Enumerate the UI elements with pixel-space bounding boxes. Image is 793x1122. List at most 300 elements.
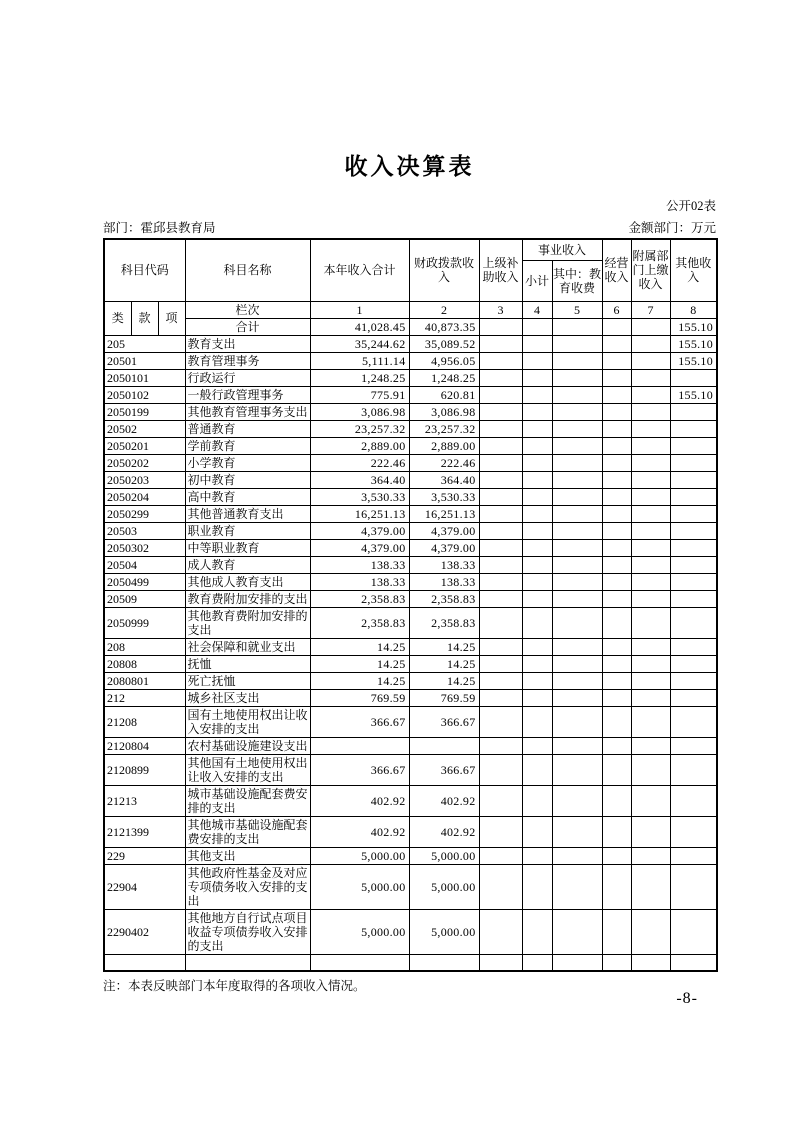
value-cell: [310, 737, 409, 754]
total-value: 155.10: [670, 318, 717, 335]
table-row: [104, 556, 717, 573]
value-cell: [552, 352, 602, 369]
value-cell: 366.67: [310, 754, 409, 785]
header-subject-name: 科目名称: [185, 239, 310, 301]
subject-name-cell: 普通教育: [185, 420, 310, 437]
value-cell: [602, 539, 631, 556]
total-value: [602, 318, 631, 335]
subject-name-cell: 教育支出: [185, 335, 310, 352]
column-number: 7: [631, 301, 670, 318]
value-cell: [670, 909, 717, 954]
header-year-total: 本年收入合计: [310, 239, 409, 301]
value-cell: 222.46: [310, 454, 409, 471]
value-cell: 5,000.00: [310, 909, 409, 954]
value-cell: 5,000.00: [409, 847, 479, 864]
subject-name-cell: 其他普通教育支出: [185, 505, 310, 522]
value-cell: 3,530.33: [409, 488, 479, 505]
value-cell: 14.25: [310, 655, 409, 672]
value-cell: [631, 403, 670, 420]
value-cell: [522, 847, 552, 864]
table-body: [104, 335, 717, 971]
value-cell: [479, 386, 522, 403]
value-cell: [479, 607, 522, 638]
value-cell: 14.25: [409, 672, 479, 689]
subject-code-cell: 20808: [104, 655, 185, 672]
subject-code-cell: 22904: [104, 864, 185, 909]
value-cell: 402.92: [310, 816, 409, 847]
value-cell: [552, 386, 602, 403]
value-cell: [522, 386, 552, 403]
value-cell: [522, 638, 552, 655]
subject-code-cell: 2050499: [104, 573, 185, 590]
value-cell: [522, 672, 552, 689]
subject-code-cell: 21208: [104, 706, 185, 737]
value-cell: [631, 607, 670, 638]
value-cell: [670, 737, 717, 754]
total-value: [522, 318, 552, 335]
value-cell: [602, 556, 631, 573]
value-cell: [631, 672, 670, 689]
value-cell: [602, 505, 631, 522]
subject-code-cell: 2080801: [104, 672, 185, 689]
value-cell: [670, 655, 717, 672]
subject-code-cell: 20501: [104, 352, 185, 369]
subject-name-cell: 其他成人教育支出: [185, 573, 310, 590]
value-cell: [522, 816, 552, 847]
column-number: 1: [310, 301, 409, 318]
value-cell: [602, 909, 631, 954]
value-cell: [552, 655, 602, 672]
value-cell: 16,251.13: [310, 505, 409, 522]
value-cell: 5,000.00: [409, 909, 479, 954]
value-cell: [522, 505, 552, 522]
table-row: [104, 403, 717, 420]
value-cell: [552, 864, 602, 909]
subject-name-cell: 职业教育: [185, 522, 310, 539]
value-cell: 402.92: [310, 785, 409, 816]
value-cell: 4,379.00: [409, 522, 479, 539]
value-cell: [552, 403, 602, 420]
value-cell: [631, 638, 670, 655]
subject-name-cell: 行政运行: [185, 369, 310, 386]
value-cell: [670, 420, 717, 437]
table-row: [104, 522, 717, 539]
subject-code-cell: 2050999: [104, 607, 185, 638]
value-cell: 5,111.14: [310, 352, 409, 369]
value-cell: [631, 369, 670, 386]
table-row: [104, 437, 717, 454]
value-cell: [479, 847, 522, 864]
value-cell: [670, 607, 717, 638]
subject-name-cell: 教育费附加安排的支出: [185, 590, 310, 607]
value-cell: 2,889.00: [310, 437, 409, 454]
value-cell: [552, 335, 602, 352]
table-row: [104, 352, 717, 369]
value-cell: [479, 573, 522, 590]
value-cell: [602, 816, 631, 847]
subject-code-cell: 2050302: [104, 539, 185, 556]
table-row: [104, 909, 717, 954]
column-number: 3: [479, 301, 522, 318]
table-row: [104, 706, 717, 737]
value-cell: [631, 471, 670, 488]
header-row-1: [104, 239, 717, 260]
value-cell: [522, 403, 552, 420]
value-cell: [522, 471, 552, 488]
value-cell: [602, 737, 631, 754]
value-cell: [631, 420, 670, 437]
subject-name-cell: 其他城市基础设施配套费安排的支出: [185, 816, 310, 847]
header-education-fee: 其中：教育收费: [552, 260, 602, 301]
value-cell: [670, 847, 717, 864]
unit-label: 金额部门：万元: [628, 221, 716, 235]
value-cell: [670, 689, 717, 706]
subject-name-cell: 教育管理事务: [185, 352, 310, 369]
value-cell: [670, 816, 717, 847]
subject-name-cell: 一般行政管理事务: [185, 386, 310, 403]
value-cell: 14.25: [310, 672, 409, 689]
value-cell: [479, 454, 522, 471]
value-cell: [479, 403, 522, 420]
value-cell: [552, 471, 602, 488]
subject-code-cell: 229: [104, 847, 185, 864]
value-cell: 138.33: [409, 556, 479, 573]
value-cell: [522, 864, 552, 909]
value-cell: [552, 437, 602, 454]
value-cell: [479, 556, 522, 573]
subject-code-cell: [104, 954, 185, 971]
subject-code-cell: 2050199: [104, 403, 185, 420]
value-cell: [522, 655, 552, 672]
value-cell: 2,358.83: [310, 607, 409, 638]
value-cell: [602, 352, 631, 369]
value-cell: [602, 403, 631, 420]
subject-code-cell: 20504: [104, 556, 185, 573]
value-cell: 4,379.00: [310, 522, 409, 539]
value-cell: [631, 352, 670, 369]
value-cell: [602, 754, 631, 785]
header-other-income: 其他收入: [670, 239, 717, 301]
table-row: [104, 335, 717, 352]
value-cell: [631, 335, 670, 352]
subject-code-cell: 2050202: [104, 454, 185, 471]
value-cell: 5,000.00: [409, 864, 479, 909]
value-cell: [670, 369, 717, 386]
value-cell: [522, 785, 552, 816]
value-cell: 5,000.00: [310, 847, 409, 864]
value-cell: 3,530.33: [310, 488, 409, 505]
value-cell: [670, 954, 717, 971]
value-cell: [479, 539, 522, 556]
subject-name-cell: 农村基础设施建设支出: [185, 737, 310, 754]
report-sheet: [103, 0, 716, 994]
value-cell: [552, 816, 602, 847]
column-number: 8: [670, 301, 717, 318]
value-cell: 364.40: [310, 471, 409, 488]
value-cell: [409, 737, 479, 754]
value-cell: 23,257.32: [409, 420, 479, 437]
value-cell: [631, 847, 670, 864]
value-cell: [602, 454, 631, 471]
footnote: 注：本表反映部门本年度取得的各项收入情况。: [103, 979, 366, 993]
table-row: [104, 505, 717, 522]
value-cell: [479, 505, 522, 522]
total-value: [552, 318, 602, 335]
value-cell: [479, 655, 522, 672]
subject-code-cell: 20503: [104, 522, 185, 539]
value-cell: [479, 706, 522, 737]
value-cell: [552, 754, 602, 785]
value-cell: [631, 909, 670, 954]
value-cell: 3,086.98: [310, 403, 409, 420]
column-number: 4: [522, 301, 552, 318]
value-cell: [522, 573, 552, 590]
value-cell: 2,358.83: [409, 607, 479, 638]
value-cell: [552, 369, 602, 386]
value-cell: [670, 488, 717, 505]
table-row: [104, 539, 717, 556]
total-row: [104, 318, 717, 335]
value-cell: [631, 785, 670, 816]
value-cell: 14.25: [409, 638, 479, 655]
value-cell: [479, 864, 522, 909]
value-cell: 16,251.13: [409, 505, 479, 522]
value-cell: 2,358.83: [310, 590, 409, 607]
value-cell: [631, 522, 670, 539]
value-cell: 14.25: [409, 655, 479, 672]
value-cell: [670, 471, 717, 488]
value-cell: [552, 785, 602, 816]
value-cell: [670, 864, 717, 909]
value-cell: [479, 471, 522, 488]
value-cell: [522, 754, 552, 785]
value-cell: [631, 505, 670, 522]
header-business-income: 事业收入: [522, 239, 602, 260]
table-row: [104, 689, 717, 706]
value-cell: 23,257.32: [310, 420, 409, 437]
value-cell: [670, 785, 717, 816]
value-cell: [479, 909, 522, 954]
table-row: [104, 672, 717, 689]
subject-code-cell: 21213: [104, 785, 185, 816]
value-cell: [602, 638, 631, 655]
subject-code-cell: 208: [104, 638, 185, 655]
subject-name-cell: 国有土地使用权出让收入安排的支出: [185, 706, 310, 737]
value-cell: [552, 638, 602, 655]
value-cell: [479, 420, 522, 437]
table-row: [104, 386, 717, 403]
value-cell: [479, 754, 522, 785]
value-cell: [552, 488, 602, 505]
subject-name-cell: 社会保障和就业支出: [185, 638, 310, 655]
subject-name-cell: 高中教育: [185, 488, 310, 505]
value-cell: [522, 909, 552, 954]
table-row: [104, 607, 717, 638]
value-cell: 155.10: [670, 386, 717, 403]
table-row: [104, 454, 717, 471]
value-cell: [552, 909, 602, 954]
value-cell: [552, 847, 602, 864]
value-cell: [522, 420, 552, 437]
subject-name-cell: 其他政府性基金及对应专项债务收入安排的支出: [185, 864, 310, 909]
subject-code-cell: 2120804: [104, 737, 185, 754]
header-row-lane: [104, 301, 717, 318]
value-cell: [552, 954, 602, 971]
value-cell: 366.67: [409, 706, 479, 737]
value-cell: [602, 706, 631, 737]
value-cell: [631, 706, 670, 737]
value-cell: [670, 573, 717, 590]
column-number: 5: [552, 301, 602, 318]
subject-name-cell: 抚恤: [185, 655, 310, 672]
value-cell: [602, 471, 631, 488]
subject-code-cell: 2290402: [104, 909, 185, 954]
value-cell: [479, 335, 522, 352]
value-cell: [631, 689, 670, 706]
value-cell: [602, 335, 631, 352]
value-cell: 1,248.25: [409, 369, 479, 386]
value-cell: [552, 706, 602, 737]
value-cell: [552, 737, 602, 754]
value-cell: [602, 437, 631, 454]
subject-name-cell: 其他教育管理事务支出: [185, 403, 310, 420]
value-cell: [670, 505, 717, 522]
value-cell: [602, 369, 631, 386]
value-cell: [631, 590, 670, 607]
value-cell: [522, 689, 552, 706]
subject-name-cell: 城乡社区支出: [185, 689, 310, 706]
value-cell: 14.25: [310, 638, 409, 655]
value-cell: [552, 522, 602, 539]
value-cell: [602, 847, 631, 864]
header-class: 类: [104, 301, 131, 335]
value-cell: [631, 488, 670, 505]
value-cell: 3,086.98: [409, 403, 479, 420]
table-row: [104, 655, 717, 672]
value-cell: 2,358.83: [409, 590, 479, 607]
table-row: [104, 864, 717, 909]
value-cell: [479, 590, 522, 607]
value-cell: [479, 816, 522, 847]
header-item: 项: [158, 301, 185, 335]
value-cell: 155.10: [670, 335, 717, 352]
value-cell: [631, 573, 670, 590]
value-cell: [602, 785, 631, 816]
subject-name-cell: 小学教育: [185, 454, 310, 471]
value-cell: [479, 737, 522, 754]
value-cell: 364.40: [409, 471, 479, 488]
value-cell: [602, 655, 631, 672]
value-cell: 775.91: [310, 386, 409, 403]
subject-name-cell: 中等职业教育: [185, 539, 310, 556]
header-affiliate-remit: 附属部门上缴收入: [631, 239, 670, 301]
value-cell: [631, 556, 670, 573]
subject-name-cell: 学前教育: [185, 437, 310, 454]
value-cell: [552, 420, 602, 437]
value-cell: [479, 488, 522, 505]
value-cell: 2,889.00: [409, 437, 479, 454]
header-operating-income: 经营收入: [602, 239, 631, 301]
value-cell: [552, 539, 602, 556]
value-cell: [602, 488, 631, 505]
value-cell: 402.92: [409, 785, 479, 816]
subject-code-cell: 2050201: [104, 437, 185, 454]
value-cell: [631, 454, 670, 471]
value-cell: [522, 522, 552, 539]
value-cell: [670, 638, 717, 655]
subject-code-cell: 2050204: [104, 488, 185, 505]
table-row: [104, 369, 717, 386]
value-cell: 4,956.05: [409, 352, 479, 369]
value-cell: [552, 573, 602, 590]
value-cell: [670, 556, 717, 573]
subject-code-cell: 2121399: [104, 816, 185, 847]
value-cell: [522, 954, 552, 971]
value-cell: [631, 816, 670, 847]
page-title: 收入决算表: [344, 154, 475, 179]
subject-code-cell: 20509: [104, 590, 185, 607]
value-cell: [479, 437, 522, 454]
total-value: [631, 318, 670, 335]
value-cell: [522, 454, 552, 471]
table-row: [104, 488, 717, 505]
subject-name-cell: [185, 954, 310, 971]
total-value: 41,028.45: [310, 318, 409, 335]
subject-name-cell: 初中教育: [185, 471, 310, 488]
column-number: 6: [602, 301, 631, 318]
value-cell: [479, 638, 522, 655]
meta-line: [103, 218, 716, 236]
value-cell: [631, 386, 670, 403]
value-cell: [552, 505, 602, 522]
value-cell: [602, 386, 631, 403]
value-cell: 366.67: [409, 754, 479, 785]
value-cell: [670, 454, 717, 471]
value-cell: 5,000.00: [310, 864, 409, 909]
value-cell: [409, 954, 479, 971]
value-cell: [310, 954, 409, 971]
subject-name-cell: 其他国有土地使用权出让收入安排的支出: [185, 754, 310, 785]
table-row: [104, 638, 717, 655]
value-cell: 35,089.52: [409, 335, 479, 352]
page-number: -8-: [676, 990, 698, 1007]
table-row: [104, 847, 717, 864]
value-cell: 769.59: [310, 689, 409, 706]
header-business-subtotal: 小计: [522, 260, 552, 301]
value-cell: [552, 454, 602, 471]
column-number: 2: [409, 301, 479, 318]
value-cell: 366.67: [310, 706, 409, 737]
subject-code-cell: 2050102: [104, 386, 185, 403]
value-cell: [631, 539, 670, 556]
value-cell: [479, 672, 522, 689]
value-cell: 4,379.00: [409, 539, 479, 556]
table-row: [104, 573, 717, 590]
subject-code-cell: 2120899: [104, 754, 185, 785]
value-cell: [670, 437, 717, 454]
value-cell: [479, 954, 522, 971]
value-cell: 138.33: [310, 573, 409, 590]
value-cell: [522, 335, 552, 352]
total-value: [479, 318, 522, 335]
table-row: [104, 754, 717, 785]
value-cell: [670, 590, 717, 607]
table-row: [104, 590, 717, 607]
subject-code-cell: 205: [104, 335, 185, 352]
header-subject-code: 科目代码: [104, 239, 185, 301]
value-cell: [631, 954, 670, 971]
value-cell: [631, 437, 670, 454]
